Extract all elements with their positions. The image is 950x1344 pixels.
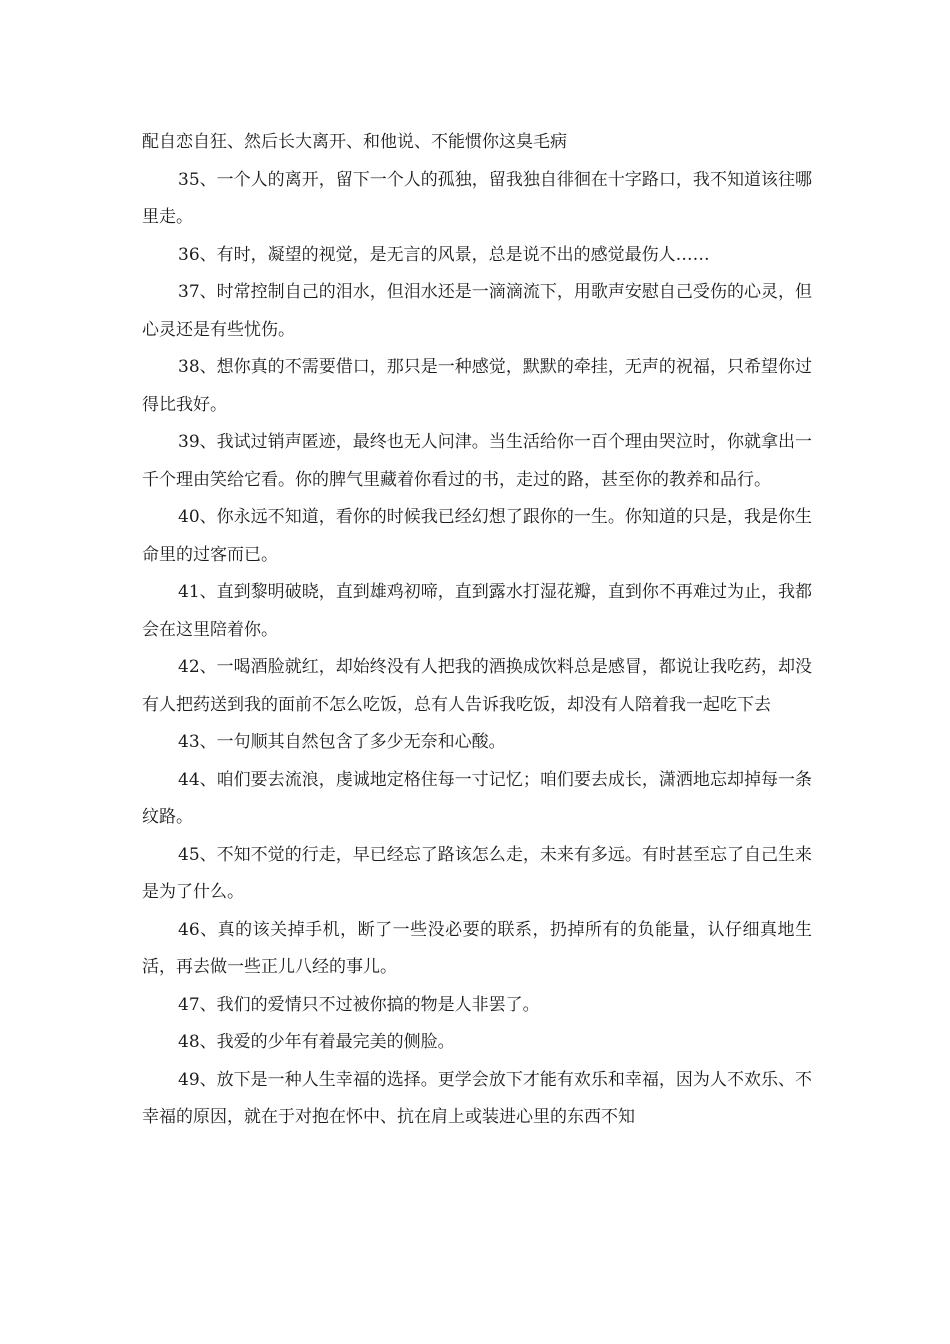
paragraph-37: 37、时常控制自己的泪水，但泪水还是一滴滴流下，用歌声安慰自己受伤的心灵，但心灵还是有些忧伤。 <box>142 282 812 340</box>
paragraph-0: 配自恋自狂、然后长大离开、和他说、不能惯你这臭毛病 <box>142 132 567 152</box>
paragraph-44: 44、咱们要去流浪，虔诚地定格住每一寸记忆；咱们要去成长，潇洒地忘却掉每一条纹路。 <box>142 769 812 827</box>
paragraph-49: 49、放下是一种人生幸福的选择。更学会放下才能有欢乐和幸福，因为人不欢乐、不幸福的原因，就在于对抱在怀中、抗在肩上或装进心里的东西不知 <box>142 1069 812 1127</box>
paragraph-48: 48、我爱的少年有着最完美的侧脸。 <box>178 1032 455 1052</box>
paragraph-42: 42、一喝酒脸就红，却始终没有人把我的酒换成饮料总是感冒，都说让我吃药，却没有人把药送到我的面前不怎么吃饭，总有人告诉我吃饭，却没有人陪着我一起吃下去 <box>142 657 812 715</box>
paragraph-47: 47、我们的爱情只不过被你搞的物是人非罢了。 <box>178 994 540 1015</box>
document-body <box>142 124 812 1137</box>
paragraph-41: 41、直到黎明破晓，直到雄鸡初啼，直到露水打湿花瓣，直到你不再难过为止，我都会在这里陪着你。 <box>142 582 812 640</box>
paragraph-36: 36、有时，凝望的视觉，是无言的风景，总是说不出的感觉最伤人…… <box>178 244 710 265</box>
paragraph-43: 43、一句顺其自然包含了多少无奈和心酸。 <box>178 732 506 752</box>
paragraph-39: 39、我试过销声匿迹，最终也无人问津。当生活给你一百个理由哭泣时，你就拿出一千个理由笑给它看。你的脾气里藏着你看过的书，走过的路，甚至你的教养和品行。 <box>142 432 812 490</box>
paragraph-38: 38、想你真的不需要借口，那只是一种感觉，默默的牵挂，无声的祝福，只希望你过得比我好。 <box>142 357 812 415</box>
paragraph-40: 40、你永远不知道，看你的时候我已经幻想了跟你的一生。你知道的只是，我是你生命里的过客而已。 <box>142 507 812 565</box>
paragraph-45: 45、不知不觉的行走，早已经忘了路该怎么走，未来有多远。有时甚至忘了自己生来是为了什么。 <box>142 844 812 902</box>
paragraph-35: 35、一个人的离开，留下一个人的孤独，留我独自徘徊在十字路口，我不知道该往哪里走。 <box>142 169 812 227</box>
paragraph-46: 46、真的该关掉手机，断了一些没必要的联系，扔掉所有的负能量，认仔细真地生活，再去做一些正儿八经的事儿。 <box>142 919 812 977</box>
